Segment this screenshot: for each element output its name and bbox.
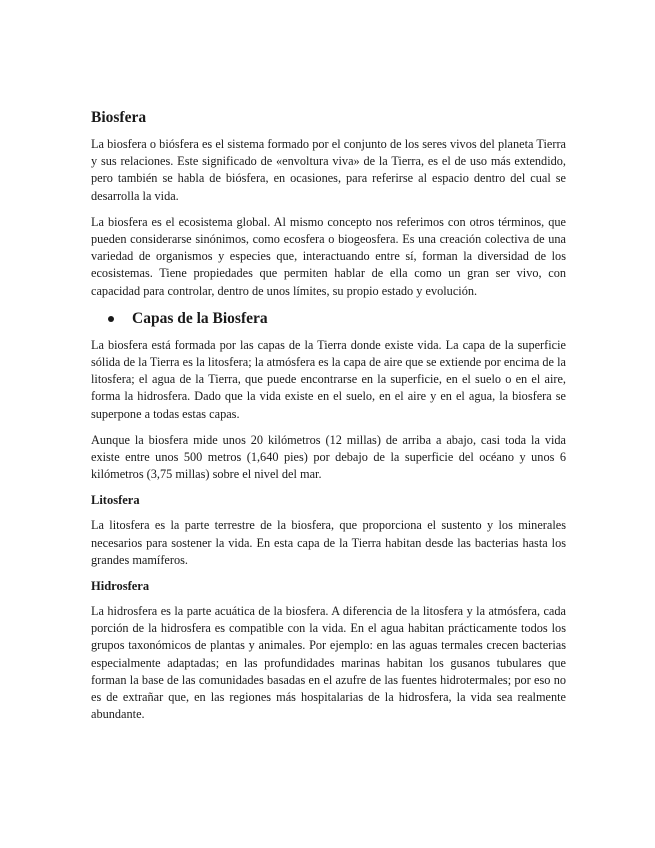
hidrosfera-paragraph: La hidrosfera es la parte acuática de la biosfera. A diferencia de la litosfera y la atmósfera, cada porción de la hidrosfera es compatible con la vida. En el agua habitan prácticamente todos los grupos taxonómicos de plantas y animales. Por ejemplo: en las aguas termales crecen bacterias especialmente adaptadas; en las profundidades marinas habitan los gusanos tubulares que forman la base de las comunidades basadas en el azufre de las fuentes hidrotermales; por eso no es de extrañar que, en las regiones más hospitalarias de la hidrosfera, la vida sea realmente abundante. (91, 604, 566, 722)
capas-paragraph-2: Aunque la biosfera mide unos 20 kilómetros (12 millas) de arriba a abajo, casi toda la vida existe entre unos 500 metros (1,640 pies) por debajo de la superficie del océano y unos 6 kilómetros (3,75 millas) sobre el nivel del mar. (91, 432, 566, 482)
page-title: Biosfera (91, 109, 147, 126)
litosfera-paragraph: La litosfera es la parte terrestre de la biosfera, que proporciona el sustento y los minerales necesarios para sostener la vida. En esta capa de la Tierra habitan desde las bacterias hasta los grandes mamíferos. (91, 518, 566, 567)
capas-heading-text: Capas de la Biosfera (132, 309, 268, 327)
litosfera-heading: Litosfera (91, 493, 140, 508)
intro-paragraph-2: La biosfera es el ecosistema global. Al mismo concepto nos referimos con otros términos, que pueden considerarse sinónimos, como ecosfera o biogeosfera. Es una creación colectiva de una variedad de organismos y especies que, interactuando entre sí, forman la diversidad de los ecosistemas. Tiene propiedades que permiten hablar de ella como un gran ser vivo, con capacidad para controlar, dentro de unos límites, su propio estado y evolución. (91, 214, 566, 298)
intro-paragraph-1: La biosfera o biósfera es el sistema formado por el conjunto de los seres vivos del planeta Tierra y sus relaciones. Este significado de «envoltura viva» de la Tierra, es el de uso más extendido, pero también se habla de biósfera, en ocasiones, para referirse al espacio dentro del cual se desarrolla la vida. (91, 137, 566, 203)
hidrosfera-heading: Hidrosfera (91, 579, 150, 594)
bullet-icon (108, 316, 114, 322)
document-page (91, 108, 566, 732)
capas-heading (91, 309, 566, 329)
capas-paragraph-1: La biosfera está formada por las capas de la Tierra donde existe vida. La capa de la superficie sólida de la Tierra es la litosfera; la atmósfera es la capa de aire que se extiende por encima de la litosfera; el agua de la Tierra, que puede encontrarse en la superficie, en el suelo o en el aire, forma la hidrosfera. Dado que la vida existe en el suelo, en el aire y en el agua, la biosfera se superpone a todas estas capas. (91, 337, 566, 421)
